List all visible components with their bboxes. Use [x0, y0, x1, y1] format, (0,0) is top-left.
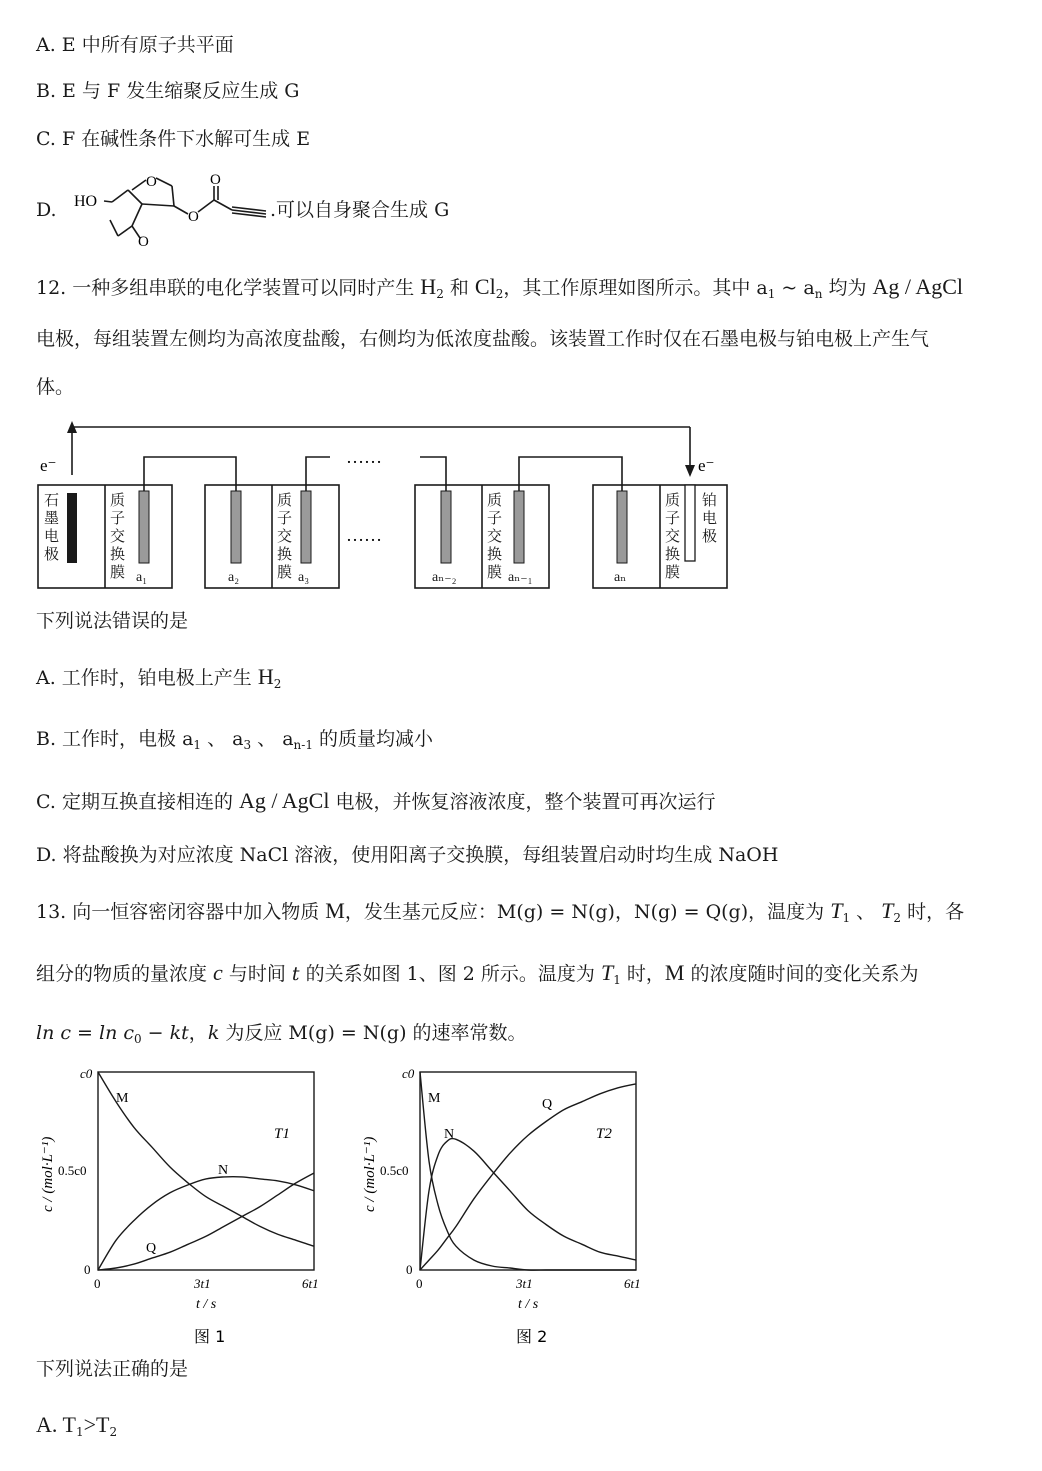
y-tick-zero: 0 — [406, 1262, 413, 1277]
x-tick-3t1: 3t1 — [516, 1276, 533, 1291]
x-tick-zero: 0 — [94, 1276, 101, 1291]
dots-top: …… — [346, 447, 382, 467]
electrode-label-a3: a₃ — [298, 570, 310, 585]
x-tick-zero: 0 — [416, 1276, 423, 1291]
q13-stem-line-3: $\ln c = \ln c_0$ − kt，k 为反应 M(g) = N(g) 的速率常数。 — [36, 1022, 527, 1046]
membrane-1-char-5: 膜 — [110, 565, 126, 581]
electrode-label-an-1: aₙ₋₁ — [508, 570, 533, 585]
q11-option-d-text: .可以自身聚合生成 G — [270, 199, 450, 221]
series-line-m — [420, 1072, 636, 1270]
figure-caption: 图 1 — [194, 1327, 226, 1346]
graphite-char-3: 电 — [44, 529, 60, 545]
q12-electrochem-diagram — [30, 415, 740, 595]
q12-stem-line-2: 电极，每组装置左侧均为高浓度盐酸，右侧均为低浓度盐酸。该装置工作时仅在石墨电极与铂电极上产生气 — [36, 328, 930, 350]
membrane-4-char-4: 换 — [665, 547, 681, 563]
q11-option-a: A. E 中所有原子共平面 — [36, 34, 234, 56]
x-axis-label: t / s — [518, 1297, 539, 1312]
q12-stem-line-1: 12. 一种多组串联的电化学装置可以同时产生 $H_2$ 和 $Cl_2$，其工作原理如图所示。其中 $a_1$ ~ $a_n$ 均为 Ag / AgCl — [36, 274, 963, 301]
membrane-3-char-3: 交 — [487, 529, 503, 545]
membrane-4-char-1: 质 — [665, 493, 681, 509]
membrane-2-char-1: 质 — [277, 493, 293, 509]
y-tick-zero: 0 — [84, 1262, 91, 1277]
membrane-3-char-1: 质 — [487, 493, 503, 509]
membrane-2-char-4: 换 — [277, 547, 293, 563]
membrane-1-char-3: 交 — [110, 529, 126, 545]
membrane-4-char-5: 膜 — [665, 565, 681, 581]
q11-option-d-molecule — [74, 168, 274, 250]
q12-stem-line-3: 体。 — [36, 376, 75, 398]
platinum-char-2: 电 — [702, 511, 718, 527]
y-tick-c0: c0 — [402, 1066, 415, 1081]
series-line-q — [98, 1173, 314, 1270]
series-label-m: M — [428, 1091, 441, 1106]
x-axis-label: t / s — [196, 1297, 217, 1312]
series-label-n: N — [444, 1127, 455, 1142]
mol-ho-label: HO — [74, 193, 98, 210]
mol-oxygen-2: O — [138, 234, 149, 250]
q12-option-c: C. 定期互换直接相连的 Ag / AgCl 电极，并恢复溶液浓度，整个装置可再次运行 — [36, 788, 716, 813]
platinum-char-3: 极 — [702, 529, 718, 545]
membrane-2-char-5: 膜 — [277, 565, 293, 581]
electrode-label-a1: a₁ — [136, 570, 148, 585]
graphite-char-2: 墨 — [44, 511, 60, 527]
series-layer — [98, 1072, 314, 1270]
q13-stem-line-2: 组分的物质的量浓度 c 与时间 t 的关系如图 1、图 2 所示。温度为 $T_1$ 时，M 的浓度随时间的变化关系为 — [36, 960, 919, 987]
series-label-m: M — [116, 1091, 129, 1106]
x-tick-3t1: 3t1 — [194, 1276, 211, 1291]
figure-caption: 图 2 — [516, 1327, 548, 1346]
q13-stem-line-1: 13. 向一恒容密闭容器中加入物质 M，发生基元反应：M(g) = N(g)，N(g) = Q(g)，温度为 $T_1$ 、 $T_2$ 时，各 — [36, 898, 965, 925]
y-tick-half: 0.5c0 — [380, 1163, 409, 1178]
y-tick-half: 0.5c0 — [58, 1163, 87, 1178]
q11-option-c: C. F 在碱性条件下水解可生成 E — [36, 128, 311, 150]
y-axis-label: c / (mol·L⁻¹) — [362, 1136, 378, 1212]
membrane-1-char-1: 质 — [110, 493, 126, 509]
membrane-1-char-4: 换 — [110, 547, 126, 563]
membrane-3-char-5: 膜 — [487, 565, 503, 581]
mol-oxygen-1: O — [146, 174, 157, 190]
membrane-2-char-3: 交 — [277, 529, 293, 545]
q12-option-a: A. 工作时，铂电极上产生 $H_2$ — [36, 664, 282, 691]
membrane-3-char-2: 子 — [487, 511, 503, 527]
membrane-2-char-2: 子 — [277, 511, 293, 527]
electrode-label-an: aₙ — [614, 570, 627, 585]
series-label-q: Q — [542, 1097, 553, 1112]
series-label-q: Q — [146, 1241, 157, 1256]
electron-left-label: e⁻ — [40, 456, 57, 475]
q12-prompt: 下列说法错误的是 — [36, 610, 189, 632]
y-axis-label: c / (mol·L⁻¹) — [40, 1136, 56, 1212]
plot-frame — [98, 1072, 314, 1270]
platinum-char-1: 铂 — [702, 493, 718, 509]
mol-oxygen-4: O — [210, 172, 221, 188]
chart-annotation: T1 — [274, 1126, 290, 1142]
membrane-4-char-2: 子 — [665, 511, 681, 527]
q13-prompt: 下列说法正确的是 — [36, 1358, 189, 1380]
x-tick-6t1: 6t1 — [624, 1276, 641, 1291]
x-tick-6t1: 6t1 — [302, 1276, 319, 1291]
figure-1-chart — [30, 1062, 360, 1352]
membrane-1-char-2: 子 — [110, 511, 126, 527]
figure-2-chart — [352, 1062, 682, 1352]
q11-option-d-label: D. — [36, 199, 57, 221]
graphite-char-1: 石 — [44, 493, 60, 509]
q13-option-a: A. $T_1>T_2$ — [36, 1412, 118, 1439]
membrane-4-char-3: 交 — [665, 529, 681, 545]
series-line-n — [98, 1177, 314, 1270]
series-label-n: N — [218, 1163, 229, 1178]
electrode-label-a2: a₂ — [228, 570, 240, 585]
series-line-n — [420, 1139, 636, 1270]
electrode-label-an-2: aₙ₋₂ — [432, 570, 457, 585]
electron-right-label: e⁻ — [698, 456, 715, 475]
dots-middle: …… — [346, 525, 382, 545]
q12-option-d: D. 将盐酸换为对应浓度 NaCl 溶液，使用阳离子交换膜，每组装置启动时均生成 NaOH — [36, 844, 779, 866]
membrane-3-char-4: 换 — [487, 547, 503, 563]
chart-annotation: T2 — [596, 1126, 612, 1142]
series-line-m — [98, 1072, 314, 1246]
graphite-char-4: 极 — [44, 547, 60, 563]
q12-option-b: B. 工作时，电极 $a_1$ 、 $a_3$ 、 $a_{n-1}$ 的质量均减小 — [36, 728, 434, 752]
y-tick-c0: c0 — [80, 1066, 93, 1081]
q11-option-b: B. E 与 F 发生缩聚反应生成 G — [36, 80, 300, 102]
series-layer — [420, 1072, 636, 1270]
mol-oxygen-3: O — [188, 209, 199, 225]
